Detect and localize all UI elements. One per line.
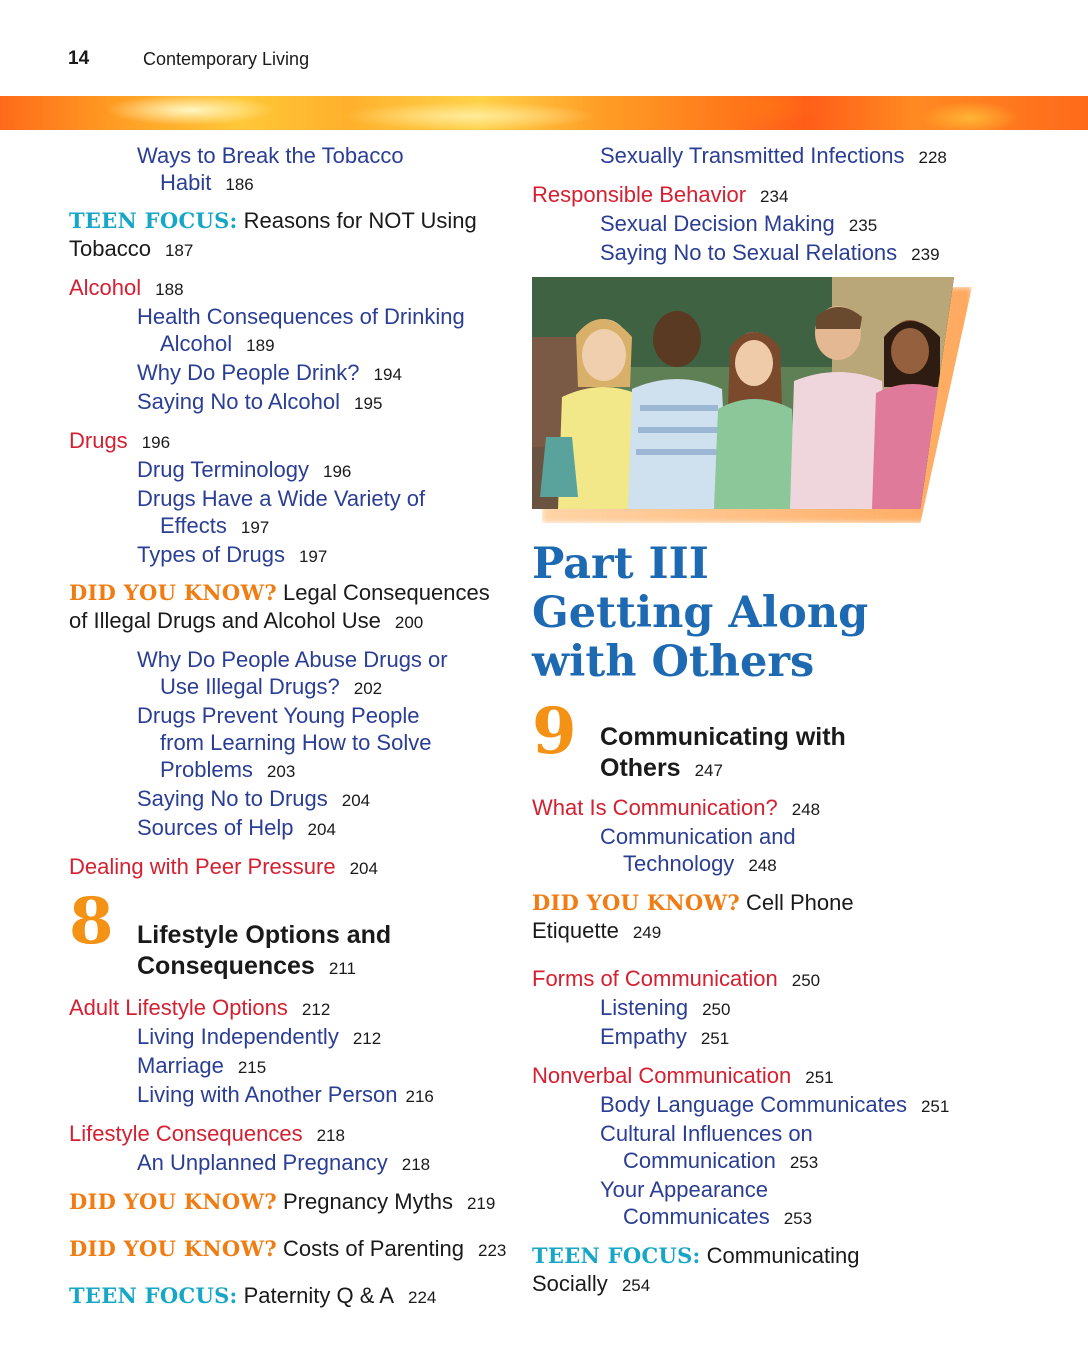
toc-section-lifestyle-consequences[interactable]: Lifestyle Consequences 218: [69, 1121, 345, 1146]
toc-entry-living-independently[interactable]: Living Independently 212: [137, 1024, 382, 1049]
teen-focus-tobacco[interactable]: TEEN FOCUS: Reasons for NOT Using Tobacco 187: [69, 208, 477, 261]
toc-entry-sexual-decision[interactable]: Sexual Decision Making 235: [600, 211, 878, 236]
teen-focus-paternity[interactable]: TEEN FOCUS: Paternity Q & A 224: [69, 1283, 437, 1308]
toc-entry-saying-no-sexual[interactable]: Saying No to Sexual Relations 239: [600, 240, 940, 265]
toc-section-nonverbal[interactable]: Nonverbal Communication 251: [532, 1063, 834, 1088]
did-you-know-cell-phone[interactable]: DID YOU KNOW? Cell Phone Etiquette 249: [532, 890, 854, 943]
page-number: 14: [68, 48, 90, 69]
toc-entry-abuse-drugs[interactable]: Why Do People Abuse Drugs or Use Illegal Drugs? 202: [137, 647, 448, 699]
toc-section-drugs[interactable]: Drugs 196: [69, 428, 171, 453]
toc-entry-health-consequences[interactable]: Health Consequences of Drinking Alcohol 189: [137, 304, 465, 356]
chapter-8-heading[interactable]: [69, 884, 519, 994]
toc-entry-cultural-influences[interactable]: Cultural Influences on Communication 253: [600, 1121, 819, 1173]
did-you-know-legal-consequences[interactable]: DID YOU KNOW? Legal Consequences of Illegal Drugs and Alcohol Use 200: [69, 580, 490, 633]
decorative-flame-banner: [0, 96, 1088, 130]
did-you-know-label: DID YOU KNOW?: [69, 580, 277, 605]
toc-section-forms-communication[interactable]: Forms of Communication 250: [532, 966, 821, 991]
toc-section-responsible-behavior[interactable]: Responsible Behavior 234: [532, 182, 789, 207]
book-title: Contemporary Living: [143, 49, 310, 69]
toc-entry-living-with-another[interactable]: Living with Another Person 216: [137, 1082, 434, 1107]
teen-focus-label: TEEN FOCUS:: [69, 208, 238, 233]
toc-entry-sources-help[interactable]: Sources of Help 204: [137, 815, 336, 840]
toc-entry-listening[interactable]: Listening 250: [600, 995, 731, 1020]
did-you-know-label: DID YOU KNOW?: [69, 1236, 277, 1261]
teen-focus-communicating-socially[interactable]: TEEN FOCUS: Communicating Socially 254: [532, 1243, 860, 1296]
chapter-title: Lifestyle Options and Consequences 211: [137, 921, 392, 980]
toc-entry-marriage[interactable]: Marriage 215: [137, 1053, 267, 1078]
toc-left-column: [69, 142, 519, 1311]
toc-entry-sti[interactable]: Sexually Transmitted Infections 228: [600, 143, 947, 168]
chapter-9-heading[interactable]: [532, 696, 982, 794]
part-title: Part III Getting Along with Others: [532, 539, 869, 687]
chapter-title: Communicating with Others 247: [600, 723, 846, 782]
toc-entry-no-drugs[interactable]: Saying No to Drugs 204: [137, 786, 371, 811]
group-of-teens-image: [532, 277, 954, 509]
toc-entry-break-tobacco[interactable]: Ways to Break the Tobacco Habit 186: [137, 143, 404, 195]
toc-right-column: [532, 142, 982, 268]
toc-entry-empathy[interactable]: Empathy 251: [600, 1024, 730, 1049]
did-you-know-pregnancy-myths[interactable]: DID YOU KNOW? Pregnancy Myths 219: [69, 1189, 496, 1214]
toc-section-what-is-communication[interactable]: What Is Communication? 248: [532, 795, 821, 820]
toc-entry-drugs-prevent[interactable]: Drugs Prevent Young People from Learning How to Solve Problems 203: [137, 703, 432, 782]
teen-focus-label: TEEN FOCUS:: [69, 1283, 238, 1308]
toc-entry-drug-effects[interactable]: Drugs Have a Wide Variety of Effects 197: [137, 486, 426, 538]
toc-entry-unplanned-pregnancy[interactable]: An Unplanned Pregnancy 218: [137, 1150, 431, 1175]
did-you-know-label: DID YOU KNOW?: [532, 890, 740, 915]
chapter-number: 8: [69, 884, 114, 959]
teen-focus-label: TEEN FOCUS:: [532, 1243, 701, 1268]
toc-section-adult-lifestyle[interactable]: Adult Lifestyle Options 212: [69, 995, 331, 1020]
toc-entry-why-drink[interactable]: Why Do People Drink? 194: [137, 360, 402, 385]
toc-entry-no-alcohol[interactable]: Saying No to Alcohol 195: [137, 389, 383, 414]
toc-entry-drug-terminology[interactable]: Drug Terminology 196: [137, 457, 352, 482]
did-you-know-label: DID YOU KNOW?: [69, 1189, 277, 1214]
toc-entry-appearance[interactable]: Your Appearance Communicates 253: [600, 1177, 813, 1229]
did-you-know-costs-parenting[interactable]: DID YOU KNOW? Costs of Parenting 223: [69, 1236, 507, 1261]
chapter-number: 9: [532, 694, 577, 769]
toc-entry-communication-technology[interactable]: Communication and Technology 248: [600, 824, 796, 876]
toc-section-peer-pressure[interactable]: Dealing with Peer Pressure 204: [69, 854, 378, 879]
toc-entry-types-of-drugs[interactable]: Types of Drugs 197: [137, 542, 328, 567]
teens-photo: [532, 277, 977, 525]
toc-right-column-lower: [532, 696, 982, 1300]
toc-section-alcohol[interactable]: Alcohol 188: [69, 275, 184, 300]
toc-entry-body-language[interactable]: Body Language Communicates 251: [600, 1092, 950, 1117]
